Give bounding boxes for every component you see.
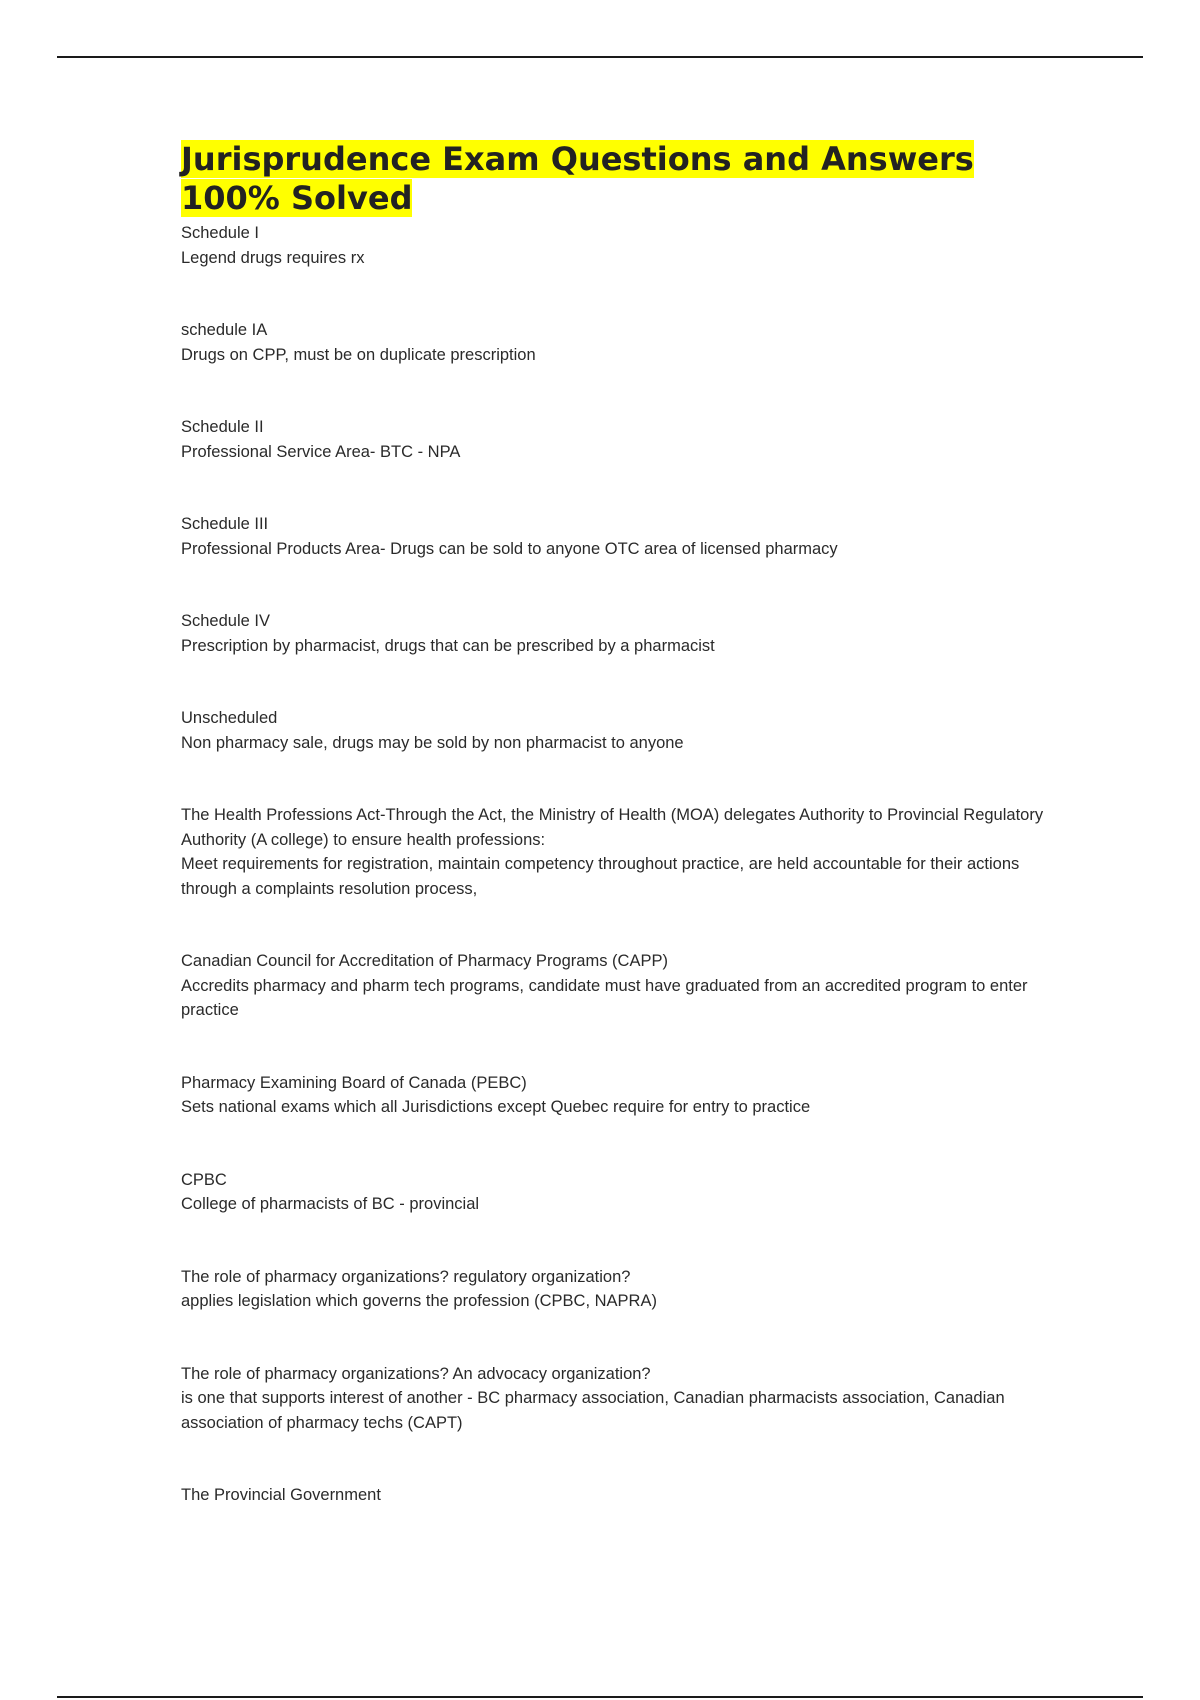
qa-question: Schedule II <box>181 418 264 436</box>
qa-item <box>181 221 1061 270</box>
qa-answer: Drugs on CPP, must be on duplicate prescription <box>181 345 536 364</box>
qa-question: The Provincial Government <box>181 1486 381 1504</box>
title-highlight: Jurisprudence Exam Questions and Answers 100% Solved <box>181 140 974 217</box>
qa-question: The role of pharmacy organizations? regulatory organization? <box>181 1267 631 1286</box>
qa-answer: Legend drugs requires rx <box>181 248 365 267</box>
qa-item <box>181 1071 1061 1120</box>
qa-question: Canadian Council for Accreditation of Pharmacy Programs (CAPP) <box>181 952 668 970</box>
qa-item <box>181 706 1061 755</box>
qa-answer: Professional Products Area- Drugs can be sold to anyone OTC area of licensed pharmacy <box>181 539 838 558</box>
qa-item <box>181 512 1061 561</box>
qa-answer: Sets national exams which all Jurisdictions except Quebec require for entry to practice <box>181 1098 811 1116</box>
qa-question: Pharmacy Examining Board of Canada (PEBC) <box>181 1073 527 1092</box>
qa-question: Schedule III <box>181 515 269 533</box>
qa-answer: Accredits pharmacy and pharm tech programs, candidate must have graduated from an accredited program to enter practice <box>181 976 1033 1019</box>
qa-item <box>181 1168 1061 1217</box>
qa-item <box>181 1362 1061 1436</box>
qa-question: Schedule I <box>181 224 259 242</box>
qa-item <box>181 949 1061 1023</box>
qa-question: The role of pharmacy organizations? An advocacy organization? <box>181 1364 651 1383</box>
qa-item <box>181 1265 1061 1314</box>
qa-question: schedule IA <box>181 321 268 339</box>
qa-answer: is one that supports interest of another - BC pharmacy association, Canadian pharmacists association, Canadian association of pharmacy techs (CAPT) <box>181 1389 1010 1432</box>
document-title <box>181 140 1081 218</box>
footer-rule <box>57 1696 1143 1698</box>
qa-answer: Meet requirements for registration, maintain competency throughout practice, are held accountable for their actions through a complaints resolution process, <box>181 855 1024 898</box>
qa-question: Schedule IV <box>181 612 270 630</box>
qa-list <box>181 221 1061 1556</box>
qa-answer: applies legislation which governs the profession (CPBC, NAPRA) <box>181 1292 657 1310</box>
qa-answer: Professional Service Area- BTC - NPA <box>181 442 461 461</box>
qa-item <box>181 1483 1061 1508</box>
qa-item <box>181 415 1061 464</box>
qa-question: Unscheduled <box>181 709 278 727</box>
header-rule <box>57 56 1143 58</box>
qa-item <box>181 803 1061 901</box>
qa-answer: Non pharmacy sale, drugs may be sold by non pharmacist to anyone <box>181 733 684 752</box>
qa-answer: Prescription by pharmacist, drugs that can be prescribed by a pharmacist <box>181 636 715 655</box>
qa-item <box>181 318 1061 367</box>
qa-question: CPBC <box>181 1170 227 1189</box>
qa-answer: College of pharmacists of BC - provincial <box>181 1195 480 1213</box>
qa-question: The Health Professions Act-Through the Act, the Ministry of Health (MOA) delegates Authority to Provincial Regulatory Authority (A college) to ensure health professions: <box>181 806 1047 849</box>
qa-item <box>181 609 1061 658</box>
